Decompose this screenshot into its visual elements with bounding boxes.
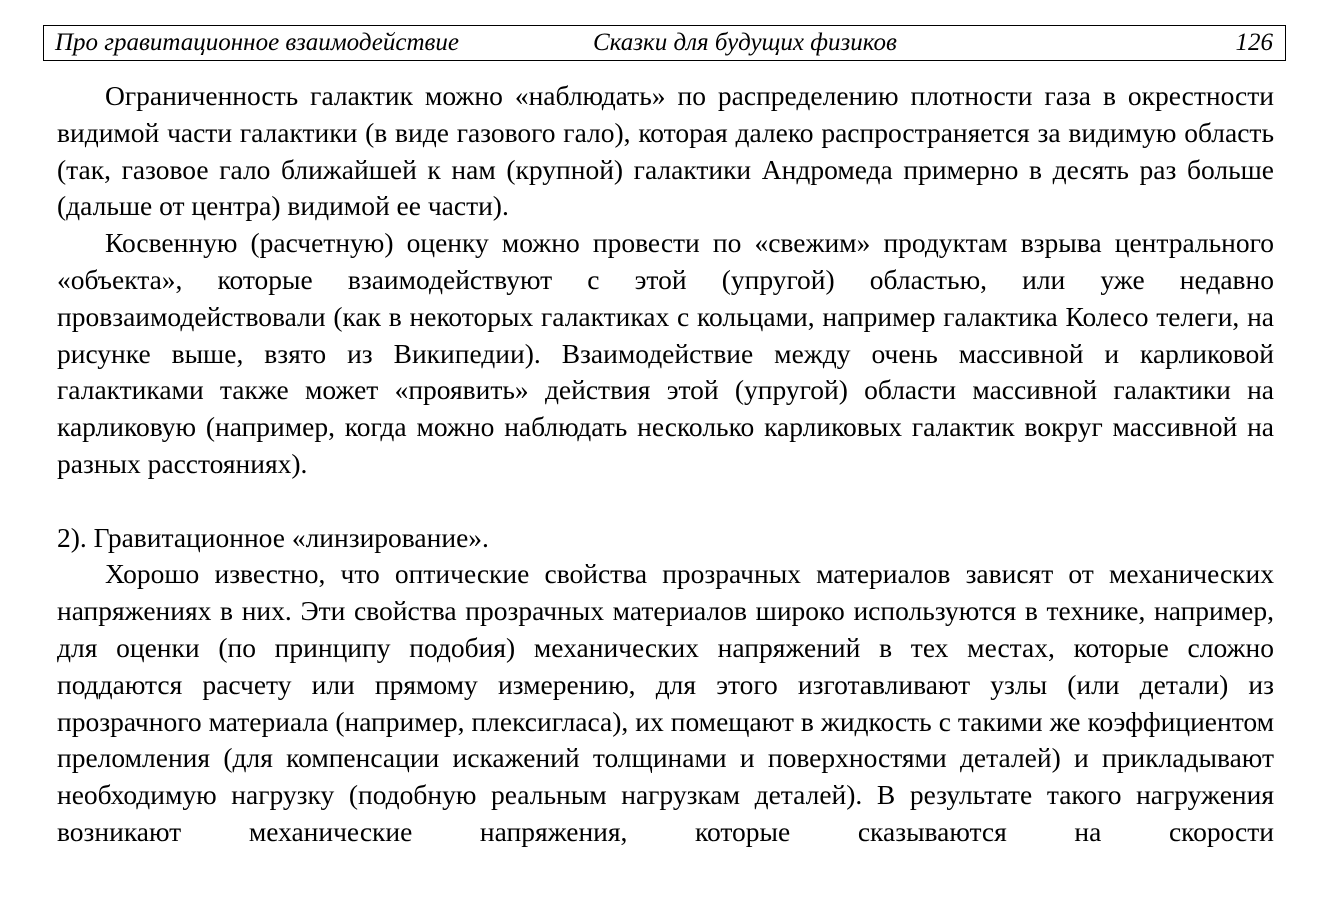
paragraph: Хорошо известно, что оптические свойства прозрачных материалов зависят от механических напряжениях в них. Эти свойства прозрачных материалов широко используются в технике, например, для оценки (по принципу подобия) механических напряжений в тех местах, которые сложно поддаются расчету или прямому измерению, для этого изготавливают узлы (или детали) из прозрачного материала (например, плексигласа), их помещают в жидкость с такими же коэффициентом преломления (для компенсации искажений толщинами и поверхностями деталей) и прикладывают необходимую нагрузку (подобную реальным нагрузкам деталей). В результате такого нагружения возникают механические напряжения, которые сказываются на скорости: [57, 558, 1274, 847]
paragraph: Ограниченность галактик можно «наблюдать» по распределению плотности газа в окрестности видимой части галактики (в виде газового гало), которая далеко распространяется за видимую область (так, газовое гало ближайшей к нам (крупной) галактики Андромеда примерно в десять раз больше (дальше от центра) видимой ее части).: [57, 80, 1274, 222]
section-heading: 2). Гравитационное «линзирование».: [57, 521, 489, 553]
page-header: [43, 25, 1286, 61]
header-book-title: Сказки для будущих физиков: [593, 29, 897, 56]
paragraph: Косвенную (расчетную) оценку можно провести по «свежим» продуктам взрыва центрального «объекта», которые взаимодействуют с этой (упругой) областью, или уже недавно провзаимодействовали (как в некоторых галактиках с кольцами, например галактика Колесо телеги, на рисунке выше, взято из Википедии). Взаимодействие между очень массивной и карликовой галактиками также может «проявить» действия этой (упругой) области массивной галактики на карликовую (например, когда можно наблюдать несколько карликовых галактик вокруг массивной на разных расстояниях).: [57, 227, 1274, 479]
document-body: [57, 78, 1274, 851]
header-left-title: Про гравитационное взаимодействие: [55, 29, 459, 56]
paragraph-spacer: [57, 483, 1274, 520]
page-number: 126: [1235, 29, 1273, 56]
